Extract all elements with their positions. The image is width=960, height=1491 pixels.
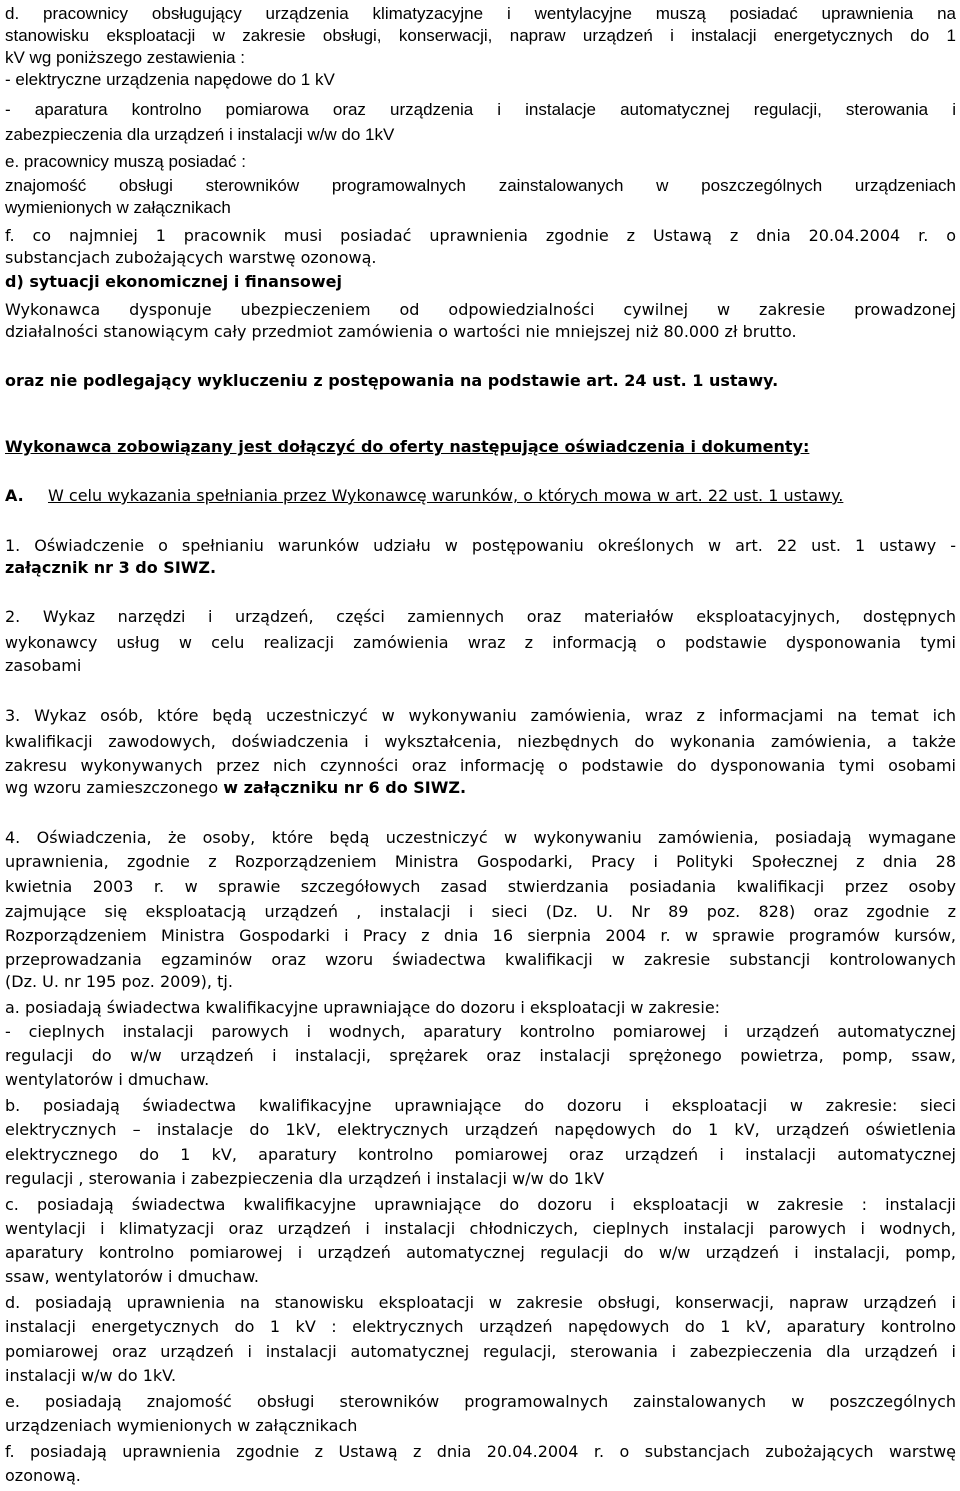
text-line: zajmujące się eksploatacją urządzeń , instalacji i sieci (Dz. U. Nr 89 poz. 828) oraz zgodnie z: [5, 902, 956, 921]
text-line: f. co najmniej 1 pracownik musi posiadać uprawnienia zgodnie z Ustawą z dnia 20.04.2004 r. o: [5, 226, 956, 245]
text-line: [5, 777, 956, 799]
text-line: - cieplnych instalacji parowych i wodnych, aparatury kontrolno pomiarowej i urządzeń automatycznej: [5, 1022, 956, 1041]
text-line: aparatury kontrolno pomiarowej i urządzeń automatycznej regulacji do w/w urządzeń i instalacji, pomp,: [5, 1243, 956, 1262]
text-line: wykonawcy usług w celu realizacji zamówienia wraz z informacją o podstawie dysponowania tymi: [5, 633, 956, 652]
text-line: Rozporządzeniem Ministra Gospodarki i Pracy z dnia 16 sierpnia 2004 r. w sprawie programów kursów,: [5, 926, 956, 945]
text-line: elektrycznych – instalacje do 1kV, elektrycznych urządzeń napędowych do 1 kV, urządzeń oświetlenia: [5, 1120, 956, 1139]
text-line: 1. Oświadczenie o spełnianiu warunków udziału w postępowaniu określonych w art. 22 ust. 1 ustawy -: [5, 536, 956, 555]
text-line: b. posiadają świadectwa kwalifikacyjne uprawniające do dozoru i eksploatacji w zakresie: sieci: [5, 1096, 956, 1115]
attachment-reference: w załączniku nr 6 do SIWZ.: [223, 778, 467, 797]
section-letter: A.: [5, 486, 24, 505]
text-line: 3. Wykaz osób, które będą uczestniczyć w wykonywaniu zamówienia, wraz z informacjami na temat ich: [5, 706, 956, 725]
text-line: zabezpieczenia dla urządzeń i instalacji w/w do 1kV: [5, 125, 395, 144]
text-line: kwietnia 2003 r. w sprawie szczegółowych zasad stwierdzania posiadania kwalifikacji przez osoby: [5, 877, 956, 896]
text-line: 4. Oświadczenia, że osoby, które będą uczestniczyć w wykonywaniu zamówienia, posiadają wymagane: [5, 828, 956, 847]
text-line: c. posiadają świadectwa kwalifikacyjne uprawniające do dozoru i eksploatacji w zakresie : instalacji: [5, 1195, 956, 1214]
text-line: - elektryczne urządzenia napędowe do 1 kV: [5, 70, 335, 89]
text-line: urządzeniach wymienionych w załącznikach: [5, 1416, 358, 1435]
text-segment: wg wzoru zamieszczonego: [5, 778, 224, 797]
text-line: wentylacji i klimatyzacji oraz urządzeń i instalacji chłodniczych, cieplnych instalacji parowych i wodnych,: [5, 1219, 956, 1238]
text-line: d. posiadają uprawnienia na stanowisku eksploatacji w zakresie obsługi, konserwacji, napraw urządzeń i: [5, 1293, 956, 1312]
text-line: pomiarowej oraz urządzeń i instalacji automatycznej regulacji, sterowania i zabezpieczenia dla urządzeń i: [5, 1342, 956, 1361]
documents-heading: Wykonawca zobowiązany jest dołączyć do oferty następujące oświadczenia i dokumenty:: [5, 437, 810, 456]
text-line: d. pracownicy obsługujący urządzenia klimatyzacyjne i wentylacyjne muszą posiadać uprawnienia na: [5, 4, 956, 23]
text-line: działalności stanowiącym cały przedmiot zamówienia o wartości nie mniejszej niż 80.000 zł brutto.: [5, 322, 797, 341]
text-line: załącznik nr 3 do SIWZ.: [5, 558, 217, 577]
text-line: e. posiadają znajomość obsługi sterowników programowalnych zainstalowanych w poszczególnych: [5, 1392, 956, 1411]
text-line: zasobami: [5, 656, 82, 675]
text-line: wentylatorów i dmuchaw.: [5, 1070, 210, 1089]
text-line: elektrycznego do 1 kV, aparatury kontrolno pomiarowej oraz urządzeń i instalacji automatycznej: [5, 1145, 956, 1164]
text-line: znajomość obsługi sterowników programowalnych zainstalowanych w poszczególnych urządzeniach: [5, 176, 956, 195]
text-line: substancjach zubożających warstwę ozonową.: [5, 248, 377, 267]
text-line: e. pracownicy muszą posiadać :: [5, 152, 246, 171]
text-line: kwalifikacji zawodowych, doświadczenia i wykształcenia, niezbędnych do wykonania zamówienia, a także: [5, 732, 956, 751]
text-line: (Dz. U. nr 195 poz. 2009), tj.: [5, 972, 233, 991]
text-line: a. posiadają świadectwa kwalifikacyjne uprawniające do dozoru i eksploatacji w zakresie:: [5, 998, 721, 1017]
text-line: wymienionych w załącznikach: [5, 198, 231, 217]
text-line: zakresu wykonywanych przez nich czynności oraz informację o podstawie do dysponowania tymi osobami: [5, 756, 956, 775]
text-line: ozonową.: [5, 1466, 81, 1485]
text-line: stanowisku eksploatacji w zakresie obsługi, konserwacji, napraw urządzeń i instalacji energetycznych do 1: [5, 26, 956, 45]
text-line: - aparatura kontrolno pomiarowa oraz urządzenia i instalacje automatycznej regulacji, sterowania i: [5, 100, 956, 119]
text-line: regulacji , sterowania i zabezpieczenia dla urządzeń i instalacji w/w do 1kV: [5, 1169, 605, 1188]
text-line: 2. Wykaz narzędzi i urządzeń, części zamiennych oraz materiałów eksploatacyjnych, dostępnych: [5, 607, 956, 626]
text-line: instalacji energetycznych do 1 kV : elektrycznych urządzeń napędowych do 1 kV, aparatury kontrolno: [5, 1317, 956, 1336]
exclusion-statement: oraz nie podlegający wykluczeniu z postępowania na podstawie art. 24 ust. 1 ustawy.: [5, 371, 779, 390]
text-line: instalacji w/w do 1kV.: [5, 1366, 177, 1385]
text-line: przeprowadzania egzaminów oraz wzoru świadectwa kwalifikacji w zakresie substancji kontrolowanych: [5, 950, 956, 969]
text-line: uprawnienia, zgodnie z Rozporządzeniem Ministra Gospodarki, Pracy i Polityki Społecznej z dnia 28: [5, 852, 956, 871]
section-heading: d) sytuacji ekonomicznej i finansowej: [5, 272, 342, 291]
text-line: f. posiadają uprawnienia zgodnie z Ustawą z dnia 20.04.2004 r. o substancjach zubożających warstwę: [5, 1442, 956, 1461]
text-line: Wykonawca dysponuje ubezpieczeniem od odpowiedzialności cywilnej w zakresie prowadzonej: [5, 300, 956, 319]
section-title: W celu wykazania spełniania przez Wykonawcę warunków, o których mowa w art. 22 ust. 1 ustawy.: [48, 486, 844, 505]
text-line: regulacji do w/w urządzeń i instalacji, sprężarek oraz instalacji sprężonego powietrza, pomp, ssaw,: [5, 1046, 956, 1065]
text-line: kV wg poniższego zestawienia :: [5, 48, 246, 67]
text-line: ssaw, wentylatorów i dmuchaw.: [5, 1267, 259, 1286]
